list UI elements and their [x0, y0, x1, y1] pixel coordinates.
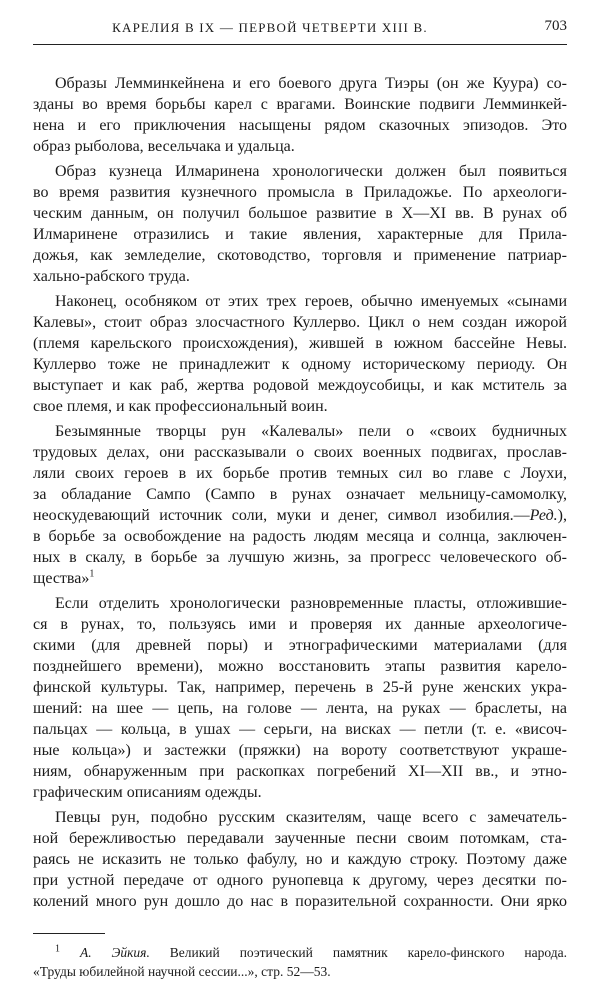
text-line-content: (племя карельского происхождения), жившей в южном бассейне Невы. — [33, 335, 567, 352]
text-line-content: свое племя, и как профессиональный воин. — [33, 398, 328, 415]
paragraph — [33, 291, 567, 417]
text-line — [33, 421, 567, 442]
text-line-content: Безымянные творцы рун «Калевалы» пели о «своих будничных — [55, 423, 567, 440]
text-line — [33, 807, 567, 828]
text-line — [33, 761, 567, 782]
text-line-content: Если отделить хронологически разновременные пласты, отложившие- — [55, 595, 567, 612]
text-line — [33, 161, 567, 182]
text-line — [33, 547, 567, 568]
running-title: КАРЕЛИЯ В IX — ПЕРВОЙ ЧЕТВЕРТИ XIII В. — [112, 20, 428, 35]
footnote-author: А. Эйкия. — [79, 945, 150, 960]
text-line-content: ся в рунах, то, пользуясь ими и проверяя их данные археологиче- — [33, 616, 567, 633]
text-line — [33, 266, 567, 287]
text-line — [33, 312, 567, 333]
text-line — [33, 115, 567, 136]
footnote-line — [33, 943, 567, 962]
text-line-content: ниям, обнаруженным при раскопках погребений XI—XII вв., и этно- — [33, 763, 567, 780]
text-line-content: шений: на шее — цепь, на голове — лента, на руках — браслеты, на — [33, 700, 567, 717]
text-line-content: Образ кузнеца Илмаринена хронологически должен был появиться — [55, 163, 567, 180]
text-line-content: пальцах — кольца, в ушах — серьги, на висках — петли (т. е. «височ- — [33, 721, 567, 738]
text-line — [33, 719, 567, 740]
text-line-content: Образы Лемминкейнена и его боевого друга Тиэры (он же Куура) со- — [55, 75, 567, 92]
paragraph — [33, 161, 567, 287]
header-rule — [33, 44, 567, 45]
paragraph — [33, 421, 567, 589]
text-line — [33, 442, 567, 463]
text-line — [33, 593, 567, 614]
text-line-content: образ рыболова, весельчака и удальца. — [33, 138, 295, 155]
text-line-content: при устной передаче от одного рунопевца к другому, через десятки по- — [33, 872, 567, 889]
text-line-content: раясь не исказить не только фабулу, но и каждую строку. Поэтому даже — [33, 851, 567, 868]
text-line-content: дожья, как земледелие, скотоводство, торговля и применение патриар- — [33, 247, 567, 264]
text-line-content: Илмаринене отразились и такие явления, характерные для Прила- — [33, 226, 567, 243]
text-line — [33, 94, 567, 115]
text-line-content: трудовых делах, они рассказывали о своих военных подвигах, прослав- — [33, 444, 567, 461]
text-line — [33, 849, 567, 870]
text-line — [33, 291, 567, 312]
text-line-content: во время развития кузнечного промысла в Приладожье. По археологи- — [33, 184, 567, 201]
text-line — [33, 568, 567, 589]
text-line — [33, 698, 567, 719]
text-line — [33, 333, 567, 354]
text-line — [33, 891, 567, 912]
footnote-title: Великий поэтический памятник карело-финского народа. — [169, 945, 567, 960]
text-line-content: Куллерво тоже не принадлежит к одному историческому периоду. Он — [33, 356, 567, 373]
text-line-content: ляли своих героев в их борьбе против темных сил во главе с Лоухи, — [33, 465, 567, 482]
text-line — [33, 656, 567, 677]
text-line-content: графическим описаниям одежды. — [33, 784, 262, 801]
text-line-content: ной бережливостью передавали заученные песни своим потомкам, ста- — [33, 830, 567, 847]
text-line-content: скими (для древней поры) и этнографическими материалами (для — [33, 637, 567, 654]
running-header — [33, 18, 567, 40]
text-line — [33, 740, 567, 761]
text-line-content: хально-рабского труда. — [33, 268, 190, 285]
paragraph — [33, 593, 567, 803]
text-line-content: за обладание Сампо (Сампо в рунах означает мельницу-самомолку, — [33, 486, 567, 503]
footnotes — [33, 943, 567, 981]
text-line — [33, 73, 567, 94]
text-line-content: неоскудевающий источник соли, муки и денег, символ изобилия.— — [33, 507, 530, 524]
text-line — [33, 136, 567, 157]
text-line — [33, 526, 567, 547]
text-line — [33, 614, 567, 635]
text-line-content: Певцы рун, подобно русским сказителям, чаще всего с замечатель- — [55, 809, 567, 826]
text-line — [33, 375, 567, 396]
text-line-content: ные кольца») и застежки (пряжки) на вороту соответствуют украше- — [33, 742, 567, 759]
text-line — [33, 463, 567, 484]
text-line — [33, 245, 567, 266]
text-line-content: щества» — [33, 570, 90, 587]
text-line — [33, 870, 567, 891]
footnote-number: 1 — [55, 943, 60, 955]
footnote-reference[interactable]: 1 — [89, 568, 95, 580]
text-line — [33, 828, 567, 849]
text-line — [33, 635, 567, 656]
text-line — [33, 396, 567, 417]
text-line — [33, 224, 567, 245]
editor-note: Ред. — [529, 507, 558, 524]
text-line — [33, 484, 567, 505]
text-line-content: ных в скалу, в борьбе за лучшую жизнь, за прогресс человеческого об- — [33, 549, 567, 566]
text-line-content: в борьбе за освобождение на радость людям месяца и солнца, заключен- — [33, 528, 567, 545]
text-line — [33, 782, 567, 803]
text-line — [33, 505, 567, 526]
text-line-content: ческим данным, он получил большое развитие в X—XI вв. В рунах об — [33, 205, 567, 222]
text-line — [33, 354, 567, 375]
footnote-rule — [33, 933, 105, 934]
text-line — [33, 677, 567, 698]
text-line — [33, 182, 567, 203]
page-number: 703 — [544, 18, 567, 34]
text-line-content: позднейшего времени), можно восстановить этапы развития карело- — [33, 658, 567, 675]
editor-note-tail: ), — [557, 507, 567, 524]
text-line-content: выступает и как раб, жертва родовой междоусобицы, и как мститель за — [33, 377, 567, 394]
text-line-content: Калевы», стоит образ злосчастного Куллерво. Цикл о нем создан ижорой — [33, 314, 567, 331]
paragraph — [33, 807, 567, 912]
text-line-content: Наконец, особняком от этих трех героев, обычно именуемых «сынами — [55, 293, 567, 310]
footnote-line: «Труды юбилейной научной сессии...», стр. 52—53. — [33, 964, 331, 979]
paragraph — [33, 73, 567, 157]
body-text — [33, 73, 567, 916]
text-line-content: колений много рун дошло до нас в поразительной сохранности. Они ярко — [33, 893, 567, 910]
text-line-content: нена и его приключения насыщены рядом сказочных эпизодов. Это — [33, 117, 567, 134]
text-line-content: зданы во время борьбы карел с врагами. Воинские подвиги Лемминкей- — [33, 96, 567, 113]
text-line-content: финской культуры. Так, например, перечень в 25-й руне женских укра- — [33, 679, 567, 696]
text-line — [33, 203, 567, 224]
